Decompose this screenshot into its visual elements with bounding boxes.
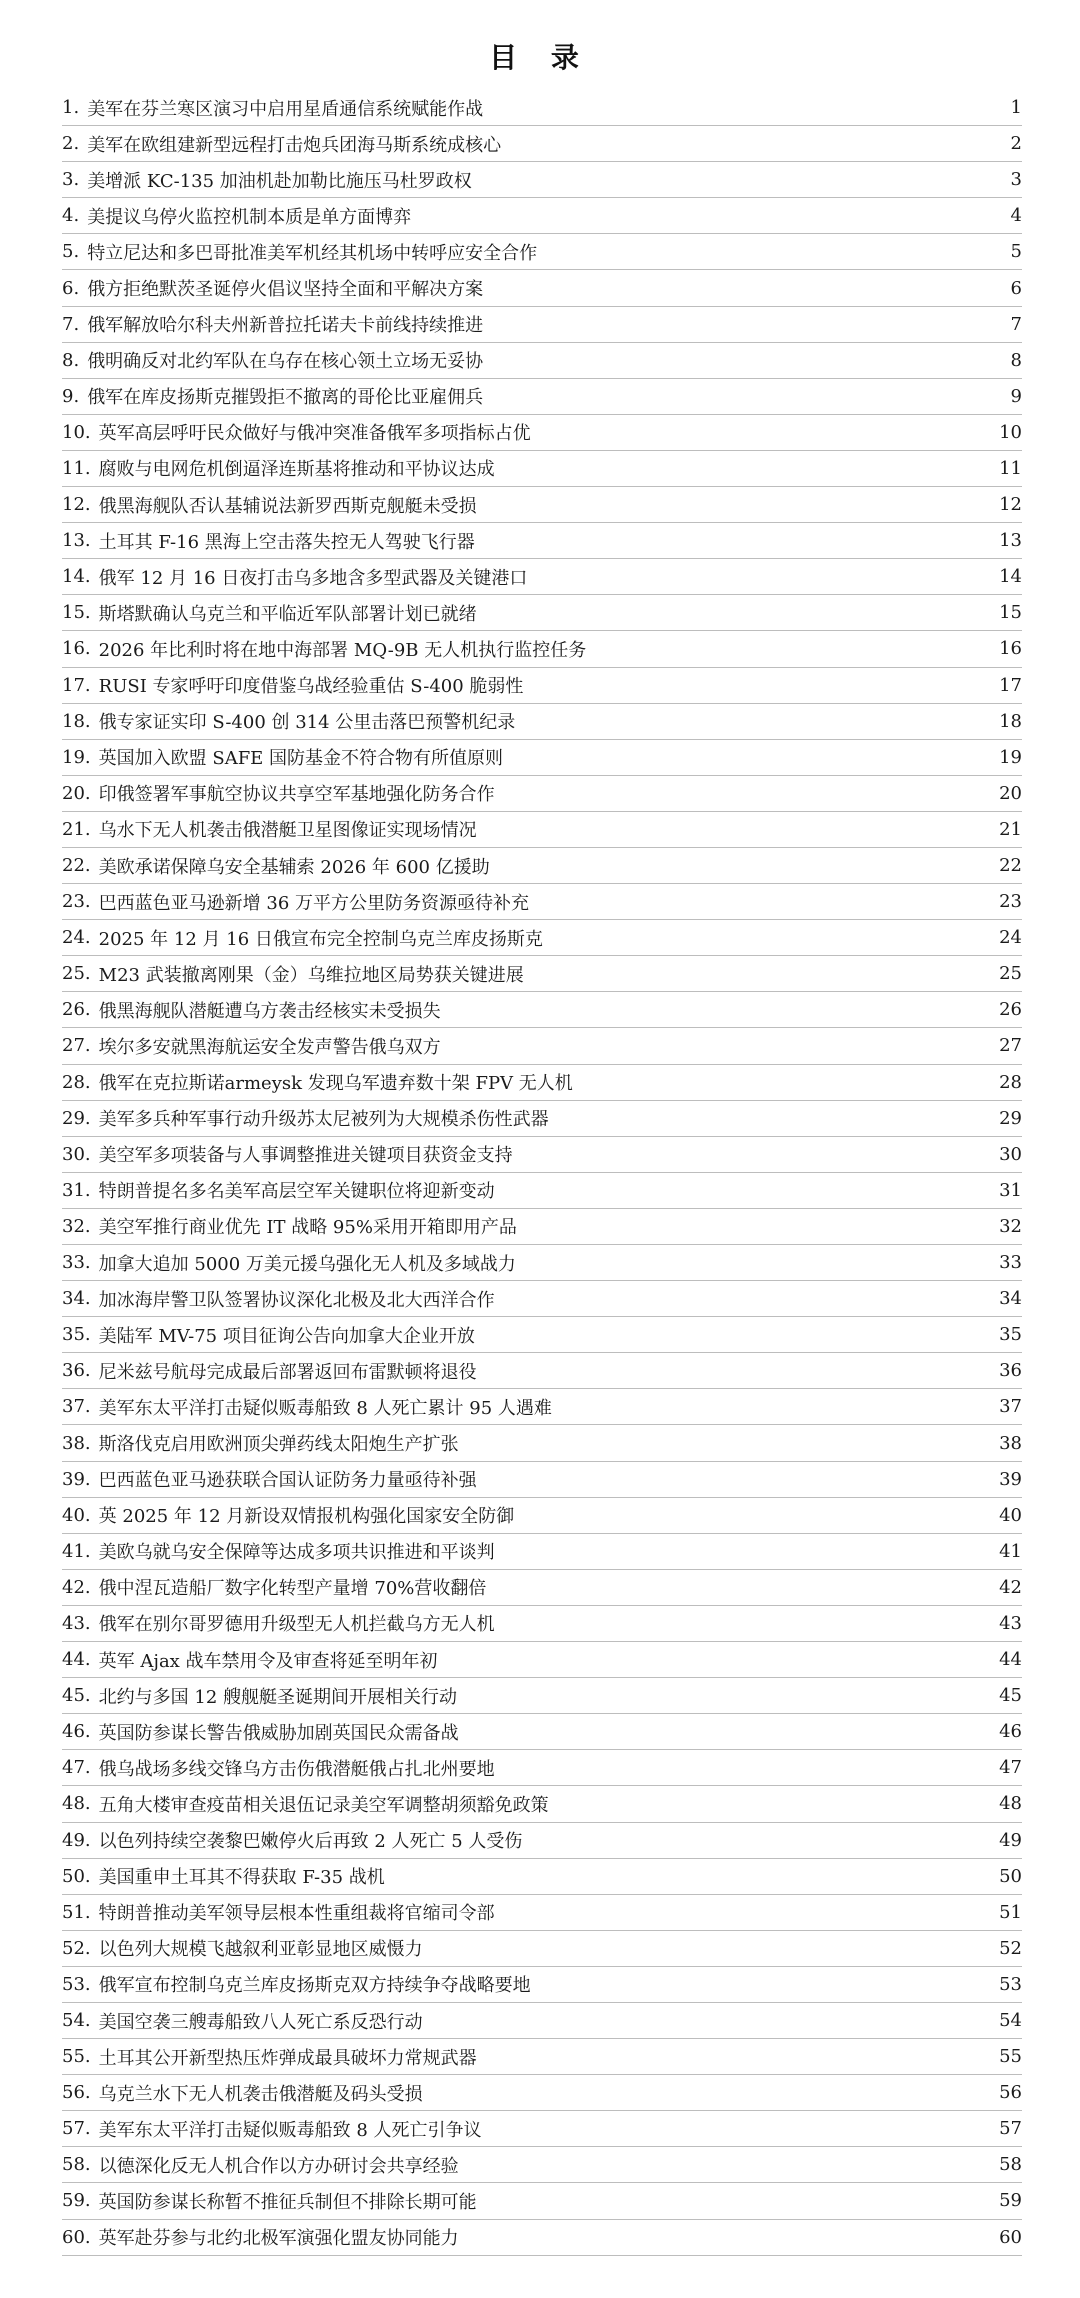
toc-entry-title: 英军赴芬参与北约北极军演强化盟友协同能力	[98, 2228, 459, 2250]
toc-entry-page: 16	[999, 638, 1022, 660]
toc-entry-title: 加冰海岸警卫队签署协议深化北极及北大西洋合作	[98, 1289, 495, 1311]
toc-entry[interactable]	[62, 270, 1022, 306]
toc-entry-number: 38.	[62, 1432, 91, 1454]
toc-entry-number: 14.	[62, 566, 91, 588]
toc-entry[interactable]	[62, 2183, 1022, 2219]
toc-entry-number: 1.	[62, 97, 80, 119]
toc-entry-number: 12.	[62, 494, 91, 516]
toc-entry-number: 59.	[62, 2190, 91, 2212]
toc-entry-number: 9.	[62, 385, 80, 407]
toc-entry[interactable]	[62, 451, 1022, 487]
toc-entry-page: 52	[999, 1937, 1022, 1959]
toc-entry-page: 45	[999, 1685, 1022, 1707]
toc-entry-number: 22.	[62, 855, 91, 877]
toc-entry-number: 13.	[62, 530, 91, 552]
toc-entry[interactable]	[62, 1714, 1022, 1750]
toc-entry[interactable]	[62, 776, 1022, 812]
toc-entry[interactable]	[62, 198, 1022, 234]
toc-entry-page: 34	[999, 1288, 1022, 1310]
toc-entry-page: 24	[999, 927, 1022, 949]
toc-entry[interactable]	[62, 2147, 1022, 2183]
toc-entry[interactable]	[62, 2003, 1022, 2039]
toc-entry-number: 37.	[62, 1396, 91, 1418]
toc-entry[interactable]	[62, 1967, 1022, 2003]
toc-entry-page: 43	[999, 1612, 1022, 1634]
toc-entry-number: 49.	[62, 1829, 91, 1851]
toc-entry-number: 42.	[62, 1576, 91, 1598]
toc-entry-page: 38	[999, 1432, 1022, 1454]
toc-entry-number: 6.	[62, 277, 80, 299]
toc-entry-title: 乌水下无人机袭击俄潜艇卫星图像证实现场情况	[98, 820, 477, 842]
toc-entry-page: 19	[999, 746, 1022, 768]
toc-entry-title: 以色列大规模飞越叙利亚彰显地区威慑力	[98, 1939, 423, 1961]
toc-entry-title: 美增派 KC-135 加油机赴加勒比施压马杜罗政权	[87, 170, 472, 192]
toc-entry-number: 23.	[62, 891, 91, 913]
toc-entry-title: 以色列持续空袭黎巴嫩停火后再致 2 人死亡 5 人受伤	[98, 1831, 523, 1853]
toc-entry[interactable]	[62, 234, 1022, 270]
toc-entry-page: 36	[999, 1360, 1022, 1382]
toc-entry-title: 印俄签署军事航空协议共享空军基地强化防务合作	[98, 784, 495, 806]
toc-entry-number: 53.	[62, 1973, 91, 1995]
toc-entry[interactable]	[62, 848, 1022, 884]
toc-entry-page: 8	[1010, 349, 1022, 371]
toc-entry-title: 斯洛伐克启用欧洲顶尖弹药线太阳炮生产扩张	[98, 1434, 459, 1456]
toc-entry-number: 36.	[62, 1360, 91, 1382]
toc-entry[interactable]	[62, 1823, 1022, 1859]
toc-entry-page: 14	[999, 566, 1022, 588]
toc-entry[interactable]	[62, 523, 1022, 559]
toc-entry[interactable]	[62, 992, 1022, 1028]
toc-entry[interactable]	[62, 956, 1022, 992]
toc-entry[interactable]	[62, 2039, 1022, 2075]
toc-entry-page: 5	[1010, 241, 1022, 263]
toc-entry-page: 20	[999, 782, 1022, 804]
toc-entry-title: 俄明确反对北约军队在乌存在核心领土立场无妥协	[87, 351, 484, 373]
toc-entry[interactable]	[62, 1101, 1022, 1137]
toc-entry-number: 46.	[62, 1721, 91, 1743]
toc-entry[interactable]	[62, 559, 1022, 595]
toc-entry-title: 俄军宣布控制乌克兰库皮扬斯克双方持续争夺战略要地	[98, 1975, 531, 1997]
toc-entry-title: 以德深化反无人机合作以方办研讨会共享经验	[98, 2155, 459, 2177]
toc-entry-title: 五角大楼审查疫苗相关退伍记录美空军调整胡须豁免政策	[98, 1794, 549, 1816]
toc-entry-title: 美国空袭三艘毒船致八人死亡系反恐行动	[98, 2011, 423, 2033]
toc-entry[interactable]	[62, 1678, 1022, 1714]
toc-entry-page: 53	[999, 1973, 1022, 1995]
toc-entry-number: 40.	[62, 1504, 91, 1526]
toc-list	[62, 90, 1022, 2256]
toc-entry[interactable]	[62, 1750, 1022, 1786]
toc-entry-title: 美提议乌停火监控机制本质是单方面博弈	[87, 206, 412, 228]
toc-entry-page: 60	[999, 2226, 1022, 2248]
toc-entry[interactable]	[62, 307, 1022, 343]
toc-entry-number: 48.	[62, 1793, 91, 1815]
toc-entry-title: 美军多兵种军事行动升级苏太尼被列为大规模杀伤性武器	[98, 1109, 549, 1131]
toc-entry-title: 美欧乌就乌安全保障等达成多项共识推进和平谈判	[98, 1542, 495, 1564]
toc-entry-title: 斯塔默确认乌克兰和平临近军队部署计划已就绪	[98, 603, 477, 625]
toc-entry-number: 15.	[62, 602, 91, 624]
toc-entry[interactable]	[62, 1281, 1022, 1317]
toc-entry-number: 25.	[62, 963, 91, 985]
toc-entry-number: 57.	[62, 2118, 91, 2140]
toc-entry-title: 俄军解放哈尔科夫州新普拉托诺夫卡前线持续推进	[87, 315, 484, 337]
toc-entry-title: 2025 年 12 月 16 日俄宣布完全控制乌克兰库皮扬斯克	[98, 928, 543, 950]
toc-entry-title: 尼米兹号航母完成最后部署返回布雷默顿将退役	[98, 1361, 477, 1383]
toc-entry-title: 俄军 12 月 16 日夜打击乌多地含多型武器及关键港口	[98, 567, 528, 589]
toc-entry-number: 30.	[62, 1143, 91, 1165]
toc-entry-number: 50.	[62, 1865, 91, 1887]
toc-entry[interactable]	[62, 343, 1022, 379]
toc-entry-number: 34.	[62, 1288, 91, 1310]
toc-entry-title: 美军东太平洋打击疑似贩毒船致 8 人死亡引争议	[98, 2119, 482, 2141]
toc-entry-page: 17	[999, 674, 1022, 696]
toc-entry-title: 俄军在别尔哥罗德用升级型无人机拦截乌方无人机	[98, 1614, 495, 1636]
toc-entry-title: 俄军在克拉斯诺armeysk 发现乌军遗弃数十架 FPV 无人机	[98, 1073, 573, 1095]
toc-entry[interactable]	[62, 1028, 1022, 1064]
toc-entry-title: M23 武装撤离刚果（金）乌维拉地区局势获关键进展	[98, 964, 524, 986]
toc-entry-title: 英军高层呼吁民众做好与俄冲突准备俄军多项指标占优	[98, 423, 531, 445]
toc-entry-title: 美军在芬兰寒区演习中启用星盾通信系统赋能作战	[87, 98, 484, 120]
toc-entry-number: 35.	[62, 1324, 91, 1346]
toc-entry-title: 特朗普推动美军领导层根本性重组裁将官缩司令部	[98, 1903, 495, 1925]
toc-entry-number: 26.	[62, 999, 91, 1021]
toc-entry[interactable]	[62, 1173, 1022, 1209]
toc-entry-page: 46	[999, 1721, 1022, 1743]
toc-entry-title: 俄方拒绝默茨圣诞停火倡议坚持全面和平解决方案	[87, 279, 484, 301]
toc-entry-page: 50	[999, 1865, 1022, 1887]
toc-entry[interactable]	[62, 1931, 1022, 1967]
page-title: 目 录	[489, 41, 591, 74]
toc-entry-page: 27	[999, 1035, 1022, 1057]
toc-entry[interactable]	[62, 812, 1022, 848]
toc-entry-number: 7.	[62, 313, 80, 335]
toc-entry-title: 美国重申土耳其不得获取 F-35 战机	[98, 1867, 385, 1889]
toc-entry[interactable]	[62, 2111, 1022, 2147]
toc-entry[interactable]	[62, 1786, 1022, 1822]
toc-entry-title: 俄黑海舰队否认基辅说法新罗西斯克舰艇未受损	[98, 495, 477, 517]
toc-entry-number: 8.	[62, 349, 80, 371]
toc-entry-number: 47.	[62, 1757, 91, 1779]
toc-entry-page: 57	[999, 2118, 1022, 2140]
toc-entry-page: 26	[999, 999, 1022, 1021]
toc-entry[interactable]	[62, 1534, 1022, 1570]
toc-entry-number: 31.	[62, 1179, 91, 1201]
toc-entry[interactable]	[62, 668, 1022, 704]
toc-entry-number: 21.	[62, 818, 91, 840]
toc-entry-number: 29.	[62, 1107, 91, 1129]
toc-entry[interactable]	[62, 704, 1022, 740]
toc-entry-number: 20.	[62, 782, 91, 804]
toc-entry-page: 28	[999, 1071, 1022, 1093]
toc-entry-number: 32.	[62, 1215, 91, 1237]
toc-entry-page: 30	[999, 1143, 1022, 1165]
toc-entry-page: 39	[999, 1468, 1022, 1490]
toc-entry-title: 俄中涅瓦造船厂数字化转型产量增 70%营收翻倍	[98, 1578, 487, 1600]
toc-entry-number: 4.	[62, 205, 80, 227]
toc-entry-number: 10.	[62, 421, 91, 443]
toc-entry-page: 23	[999, 891, 1022, 913]
toc-entry-number: 17.	[62, 674, 91, 696]
toc-entry-title: 英国防参谋长警告俄威胁加剧英国民众需备战	[98, 1722, 459, 1744]
toc-entry-page: 54	[999, 2010, 1022, 2032]
toc-entry-page: 47	[999, 1757, 1022, 1779]
toc-entry-number: 11.	[62, 457, 91, 479]
toc-entry-page: 25	[999, 963, 1022, 985]
toc-entry-number: 55.	[62, 2046, 91, 2068]
toc-entry-page: 44	[999, 1649, 1022, 1671]
toc-entry-page: 3	[1010, 169, 1022, 191]
toc-entry-number: 19.	[62, 746, 91, 768]
toc-entry-number: 24.	[62, 927, 91, 949]
toc-entry-title: 俄专家证实印 S-400 创 314 公里击落巴预警机纪录	[98, 712, 516, 734]
toc-entry-page: 7	[1010, 313, 1022, 335]
toc-entry[interactable]	[62, 1317, 1022, 1353]
toc-entry-title: RUSI 专家呼吁印度借鉴乌战经验重估 S-400 脆弱性	[98, 676, 524, 698]
toc-entry-page: 21	[999, 818, 1022, 840]
toc-entry-title: 俄黑海舰队潜艇遭乌方袭击经核实未受损失	[98, 1000, 441, 1022]
toc-entry-page: 42	[999, 1576, 1022, 1598]
toc-entry-page: 29	[999, 1107, 1022, 1129]
toc-entry[interactable]	[62, 884, 1022, 920]
toc-entry-page: 18	[999, 710, 1022, 732]
toc-entry-title: 英国防参谋长称暂不推征兵制但不排除长期可能	[98, 2191, 477, 2213]
toc-entry-title: 英国加入欧盟 SAFE 国防基金不符合物有所值原则	[98, 748, 504, 770]
toc-entry-page: 37	[999, 1396, 1022, 1418]
toc-entry-number: 43.	[62, 1612, 91, 1634]
toc-entry-number: 2.	[62, 133, 80, 155]
toc-entry[interactable]	[62, 1425, 1022, 1461]
toc-entry-page: 33	[999, 1252, 1022, 1274]
toc-entry-page: 40	[999, 1504, 1022, 1526]
toc-entry-page: 22	[999, 855, 1022, 877]
toc-entry-title: 特朗普提名多名美军高层空军关键职位将迎新变动	[98, 1181, 495, 1203]
toc-entry-page: 49	[999, 1829, 1022, 1851]
toc-entry-title: 2026 年比利时将在地中海部署 MQ-9B 无人机执行监控任务	[98, 639, 587, 661]
toc-entry[interactable]	[62, 1859, 1022, 1895]
toc-entry-number: 41.	[62, 1540, 91, 1562]
toc-entry[interactable]	[62, 415, 1022, 451]
toc-entry-title: 巴西蓝色亚马逊新增 36 万平方公里防务资源亟待补充	[98, 892, 529, 914]
toc-entry[interactable]	[62, 1462, 1022, 1498]
toc-entry[interactable]	[62, 920, 1022, 956]
toc-entry-number: 60.	[62, 2226, 91, 2248]
toc-entry[interactable]	[62, 1389, 1022, 1425]
toc-entry-page: 11	[999, 457, 1022, 479]
toc-entry-number: 3.	[62, 169, 80, 191]
toc-entry-page: 2	[1010, 133, 1022, 155]
toc-entry-page: 48	[999, 1793, 1022, 1815]
toc-entry[interactable]	[62, 2220, 1022, 2256]
toc-entry-page: 58	[999, 2154, 1022, 2176]
toc-entry[interactable]	[62, 595, 1022, 631]
toc-entry-title: 美空军推行商业优先 IT 战略 95%采用开箱即用产品	[98, 1217, 517, 1239]
toc-entry-title: 土耳其公开新型热压炸弹成最具破坏力常规武器	[98, 2047, 477, 2069]
toc-entry-page: 56	[999, 2082, 1022, 2104]
toc-entry-number: 56.	[62, 2082, 91, 2104]
toc-entry-title: 加拿大追加 5000 万美元援乌强化无人机及多域战力	[98, 1253, 516, 1275]
toc-entry[interactable]	[62, 1065, 1022, 1101]
toc-entry-number: 5.	[62, 241, 80, 263]
toc-entry-page: 9	[1010, 385, 1022, 407]
toc-entry[interactable]	[62, 1209, 1022, 1245]
toc-entry-title: 土耳其 F-16 黑海上空击落失控无人驾驶飞行器	[98, 531, 475, 553]
toc-entry-page: 1	[1010, 97, 1022, 119]
toc-entry[interactable]	[62, 90, 1022, 126]
toc-entry-number: 39.	[62, 1468, 91, 1490]
toc-entry-page: 35	[999, 1324, 1022, 1346]
toc-entry[interactable]	[62, 1642, 1022, 1678]
toc-entry-title: 巴西蓝色亚马逊获联合国认证防务力量亟待补强	[98, 1470, 477, 1492]
toc-entry-page: 13	[999, 530, 1022, 552]
toc-entry[interactable]	[62, 1353, 1022, 1389]
toc-entry-page: 6	[1010, 277, 1022, 299]
toc-entry-page: 59	[999, 2190, 1022, 2212]
toc-entry[interactable]	[62, 740, 1022, 776]
toc-entry[interactable]	[62, 379, 1022, 415]
toc-entry-title: 北约与多国 12 艘舰艇圣诞期间开展相关行动	[98, 1686, 457, 1708]
toc-entry-title: 俄乌战场多线交锋乌方击伤俄潜艇俄占扎北州要地	[98, 1758, 495, 1780]
toc-entry-title: 埃尔多安就黑海航运安全发声警告俄乌双方	[98, 1036, 441, 1058]
toc-entry[interactable]	[62, 631, 1022, 667]
toc-entry-title: 美空军多项装备与人事调整推进关键项目获资金支持	[98, 1145, 513, 1167]
toc-entry-page: 15	[999, 602, 1022, 624]
toc-entry-number: 28.	[62, 1071, 91, 1093]
toc-entry[interactable]	[62, 1895, 1022, 1931]
toc-entry[interactable]	[62, 2075, 1022, 2111]
toc-entry-number: 16.	[62, 638, 91, 660]
toc-entry-title: 美军在欧组建新型远程打击炮兵团海马斯系统成核心	[87, 134, 502, 156]
toc-entry-title: 俄军在库皮扬斯克摧毁拒不撤离的哥伦比亚雇佣兵	[87, 387, 484, 409]
toc-entry-title: 英 2025 年 12 月新设双情报机构强化国家安全防御	[98, 1506, 515, 1528]
toc-entry-title: 腐败与电网危机倒逼泽连斯基将推动和平协议达成	[98, 459, 495, 481]
toc-entry-number: 45.	[62, 1685, 91, 1707]
toc-entry[interactable]	[62, 1570, 1022, 1606]
toc-entry-number: 18.	[62, 710, 91, 732]
toc-entry-number: 54.	[62, 2010, 91, 2032]
toc-entry-page: 41	[999, 1540, 1022, 1562]
toc-entry-number: 44.	[62, 1649, 91, 1671]
toc-entry-page: 31	[999, 1179, 1022, 1201]
toc-entry-page: 51	[999, 1901, 1022, 1923]
toc-entry-page: 55	[999, 2046, 1022, 2068]
toc-entry-title: 美欧承诺保障乌安全基辅索 2026 年 600 亿援助	[98, 856, 490, 878]
toc-entry-number: 27.	[62, 1035, 91, 1057]
toc-entry-page: 10	[999, 421, 1022, 443]
toc-entry[interactable]	[62, 487, 1022, 523]
toc-entry[interactable]	[62, 1606, 1022, 1642]
toc-entry[interactable]	[62, 1137, 1022, 1173]
toc-entry-page: 32	[999, 1215, 1022, 1237]
toc-entry-title: 特立尼达和多巴哥批准美军机经其机场中转呼应安全合作	[87, 242, 538, 264]
toc-entry-number: 58.	[62, 2154, 91, 2176]
toc-entry-page: 4	[1010, 205, 1022, 227]
toc-entry-number: 52.	[62, 1937, 91, 1959]
toc-entry-title: 英军 Ajax 战车禁用令及审查将延至明年初	[98, 1650, 438, 1672]
toc-entry[interactable]	[62, 1498, 1022, 1534]
toc-entry[interactable]	[62, 1245, 1022, 1281]
toc-entry-title: 乌克兰水下无人机袭击俄潜艇及码头受损	[98, 2083, 423, 2105]
toc-entry[interactable]	[62, 126, 1022, 162]
toc-entry[interactable]	[62, 162, 1022, 198]
toc-entry-number: 33.	[62, 1252, 91, 1274]
toc-entry-title: 美军东太平洋打击疑似贩毒船致 8 人死亡累计 95 人遇难	[98, 1397, 552, 1419]
toc-entry-page: 12	[999, 494, 1022, 516]
toc-entry-title: 美陆军 MV-75 项目征询公告向加拿大企业开放	[98, 1325, 475, 1347]
toc-entry-number: 51.	[62, 1901, 91, 1923]
